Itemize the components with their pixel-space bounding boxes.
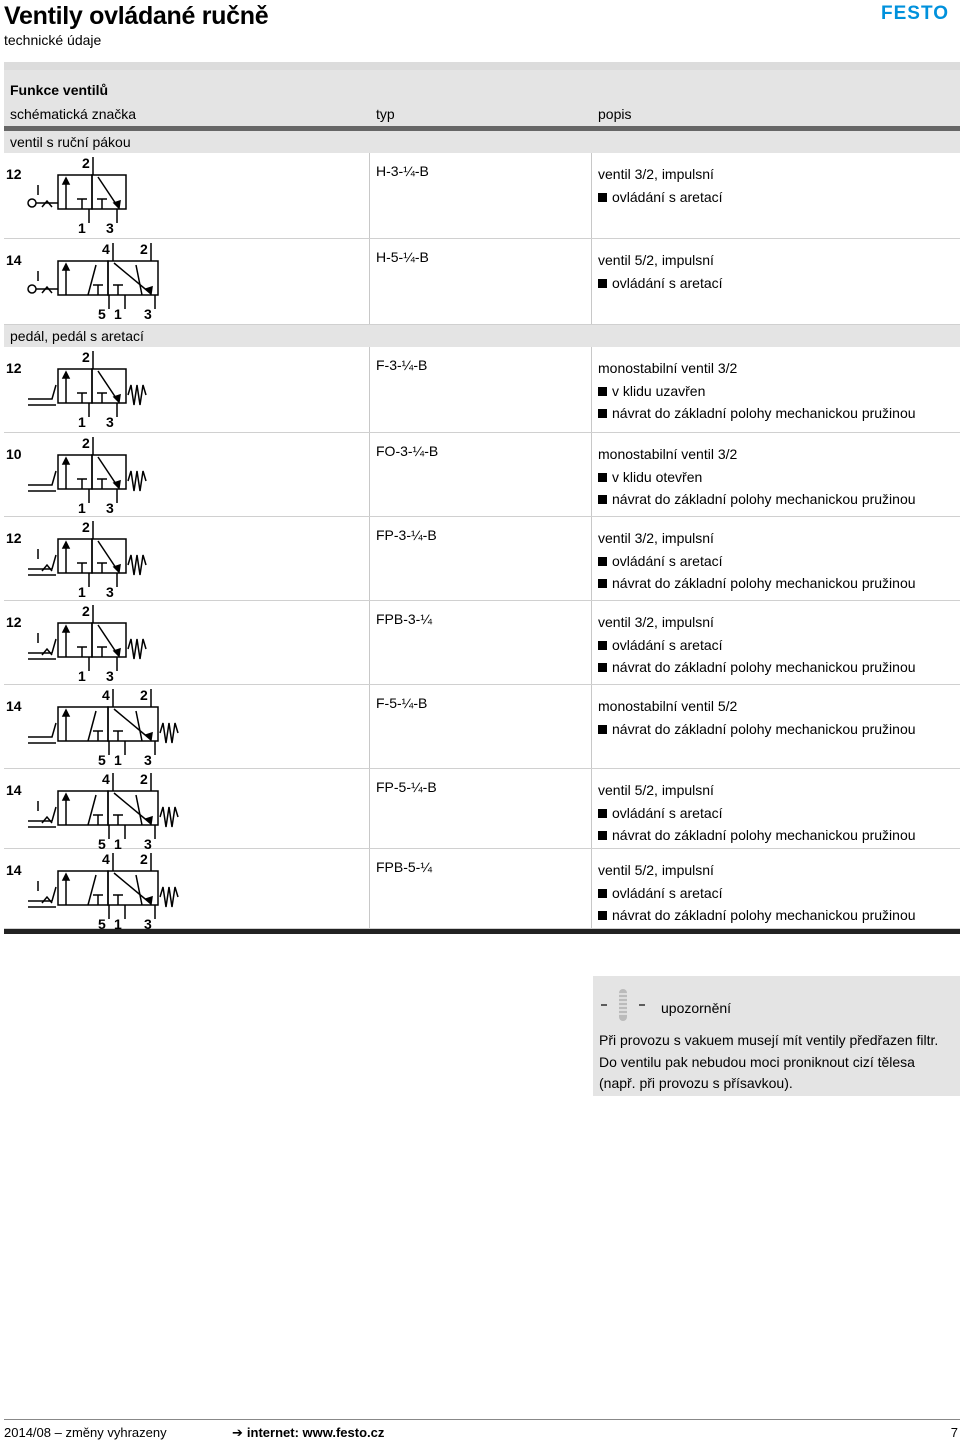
valve-description: monostabilní ventil 5/2: [598, 698, 738, 714]
port-label-bottom: 5: [98, 752, 106, 767]
symbol-cell: [4, 769, 370, 851]
port-label-top: 2: [82, 603, 90, 619]
page-title: Ventily ovládané ručně: [4, 2, 269, 30]
notice-header: [599, 988, 799, 1022]
spring-icon: [128, 555, 146, 575]
square-bullet-icon: [598, 911, 607, 920]
port-label-bottom: 5: [98, 306, 106, 321]
valve-symbol: [6, 519, 196, 599]
table-row: [4, 685, 960, 769]
spring-icon: [128, 385, 146, 405]
port-label-bottom: 3: [106, 584, 114, 599]
bullet-text: ovládání s aretací: [612, 636, 723, 653]
notice-line: Při provozu s vakuem musejí mít ventily předřazen filtr.: [599, 1032, 939, 1048]
bullet-text: ovládání s aretací: [612, 804, 723, 821]
symbol-cell: [4, 601, 370, 684]
port-label-pilot: 14: [6, 782, 22, 798]
port-label-bottom: 3: [144, 916, 152, 931]
port-label-top: 2: [82, 155, 90, 171]
valve-symbol: [6, 155, 196, 235]
desc-cell: [598, 779, 916, 847]
symbol-cell: [4, 153, 370, 238]
port-label-bottom: 1: [114, 306, 122, 321]
port-label-bottom: 1: [78, 414, 86, 429]
feature-bullet: [598, 272, 723, 295]
table-row: [4, 601, 960, 685]
type-cell: [370, 849, 592, 928]
bullet-text: v klidu uzavřen: [612, 382, 706, 399]
valve-type: H-3-¼-B: [376, 163, 429, 179]
feature-bullet: [598, 572, 916, 595]
warning-icon: [599, 988, 653, 1022]
table-body: [4, 131, 960, 929]
valve-type: F-3-¼-B: [376, 357, 428, 373]
table-column-header: [4, 102, 960, 126]
square-bullet-icon: [598, 409, 607, 418]
bullet-text: ovládání s aretací: [612, 188, 723, 205]
valve-type: FP-5-¼-B: [376, 779, 437, 795]
table-row: [4, 239, 960, 325]
valve-box: [58, 369, 92, 403]
feature-bullet: [598, 402, 916, 425]
table-row: [4, 153, 960, 239]
desc-cell: [598, 859, 916, 927]
port-label-top: 4: [102, 241, 110, 257]
square-bullet-icon: [598, 641, 607, 650]
port-label-bottom: 5: [98, 916, 106, 931]
port-label-bottom: 3: [106, 220, 114, 235]
valve-box: [92, 455, 126, 489]
type-cell: [370, 433, 592, 516]
feature-bullet: [598, 488, 916, 511]
port-label-top: 2: [82, 435, 90, 451]
bullet-text: návrat do základní polohy mechanickou pružinou: [612, 907, 916, 923]
symbol-cell: [4, 433, 370, 516]
notice-line: (např. při provozu s přísavkou).: [599, 1075, 793, 1091]
type-cell: [370, 769, 592, 848]
valve-symbol: [6, 687, 196, 767]
port-label-bottom: 1: [78, 668, 86, 683]
square-bullet-icon: [598, 279, 607, 288]
square-bullet-icon: [598, 579, 607, 588]
valve-box: [92, 539, 126, 573]
port-label-pilot: 12: [6, 530, 22, 546]
bullet-text: ovládání s aretací: [612, 552, 723, 569]
port-label-bottom: 3: [106, 668, 114, 683]
feature-bullet: [598, 550, 916, 573]
square-bullet-icon: [598, 889, 607, 898]
festo-logo: [872, 4, 958, 21]
port-label-pilot: 12: [6, 166, 22, 182]
bullet-text: návrat do základní polohy mechanickou pružinou: [612, 720, 916, 737]
desc-cell: [598, 695, 916, 740]
top-rule: [4, 62, 960, 70]
valve-description: ventil 5/2, impulsní: [598, 862, 714, 878]
desc-cell: [598, 249, 723, 294]
valve-box: [58, 175, 92, 209]
valve-box: [58, 623, 92, 657]
section-header: ventil s ruční pákou: [4, 131, 960, 153]
symbol-cell: [4, 517, 370, 600]
table-row: [4, 849, 960, 929]
feature-bullet: [598, 656, 916, 679]
bullet-text: návrat do základní polohy mechanickou pružinou: [612, 827, 916, 843]
square-bullet-icon: [598, 473, 607, 482]
port-label-pilot: 14: [6, 252, 22, 268]
spring-icon: [160, 723, 178, 743]
port-label-bottom: 1: [114, 752, 122, 767]
table-row: [4, 433, 960, 517]
port-label-bottom: 1: [114, 836, 122, 851]
valve-box: [92, 175, 126, 209]
spring-icon: [128, 471, 146, 491]
port-label-bottom: 3: [106, 414, 114, 429]
footer-rule: [4, 1419, 960, 1420]
desc-cell: [598, 357, 916, 425]
square-bullet-icon: [598, 663, 607, 672]
desc-cell: [598, 443, 916, 511]
bullet-text: návrat do základní polohy mechanickou pružinou: [612, 659, 916, 675]
feature-bullet: [598, 718, 916, 741]
square-bullet-icon: [598, 495, 607, 504]
desc-cell: [598, 163, 723, 208]
spring-icon: [128, 639, 146, 659]
col-type-header: typ: [376, 106, 395, 122]
valve-symbol: [6, 603, 196, 683]
spring-icon: [160, 807, 178, 827]
table-row: [4, 347, 960, 433]
notice-text: [599, 1030, 954, 1095]
type-cell: [370, 601, 592, 684]
desc-cell: [598, 611, 916, 679]
type-cell: [370, 153, 592, 238]
type-cell: [370, 517, 592, 600]
bullet-text: návrat do základní polohy mechanickou pružinou: [612, 405, 916, 421]
section-header: pedál, pedál s aretací: [4, 325, 960, 347]
feature-bullet: [598, 904, 916, 927]
square-bullet-icon: [598, 193, 607, 202]
port-label-top: 4: [102, 687, 110, 703]
feature-bullet: [598, 824, 916, 847]
bullet-text: návrat do základní polohy mechanickou pružinou: [612, 491, 916, 507]
valve-description: ventil 5/2, impulsní: [598, 252, 714, 268]
bullet-text: návrat do základní polohy mechanickou pružinou: [612, 575, 916, 591]
port-label-bottom: 1: [78, 500, 86, 515]
bullet-text: ovládání s aretací: [612, 274, 723, 291]
valve-symbol: [6, 771, 196, 851]
port-label-bottom: 1: [78, 584, 86, 599]
feature-bullet: [598, 634, 916, 657]
port-label-pilot: 14: [6, 862, 22, 878]
port-label-top: 2: [140, 851, 148, 867]
port-label-bottom: 3: [144, 752, 152, 767]
port-label-top: 2: [140, 241, 148, 257]
feature-bullet: [598, 380, 916, 403]
table-row: [4, 517, 960, 601]
notice-line: Do ventilu pak nebudou moci proniknout cizí tělesa: [599, 1053, 915, 1070]
col-desc-header: popis: [598, 106, 632, 122]
port-label-bottom: 1: [114, 916, 122, 931]
port-label-bottom: 1: [78, 220, 86, 235]
valve-description: ventil 5/2, impulsní: [598, 782, 714, 798]
port-label-top: 2: [82, 519, 90, 535]
desc-cell: [598, 527, 916, 595]
valve-symbol: [6, 349, 196, 429]
bullet-text: v klidu otevřen: [612, 468, 703, 485]
page-subtitle: technické údaje: [4, 32, 102, 48]
valve-box: [92, 369, 126, 403]
symbol-cell: [4, 239, 370, 324]
valve-type: FPB-5-¼: [376, 859, 433, 875]
port-label-pilot: 14: [6, 698, 22, 714]
port-label-pilot: 10: [6, 446, 22, 462]
symbol-cell: [4, 685, 370, 768]
symbol-cell: [4, 347, 370, 432]
symbol-cell: [4, 849, 370, 931]
footer-link-text[interactable]: internet: www.festo.cz: [246, 1425, 385, 1440]
port-label-pilot: 12: [6, 614, 22, 630]
col-symbol-header: schématická značka: [10, 106, 137, 122]
valve-type: FPB-3-¼: [376, 611, 433, 627]
port-label-pilot: 12: [6, 360, 22, 376]
valve-type: FO-3-¼-B: [376, 443, 439, 459]
spring-icon: [160, 887, 178, 907]
notice-label: upozornění: [661, 1000, 732, 1016]
feature-bullet: [598, 466, 916, 489]
type-cell: [370, 685, 592, 768]
type-cell: [370, 239, 592, 324]
valve-type: F-5-¼-B: [376, 695, 428, 711]
valve-description: ventil 3/2, impulsní: [598, 166, 714, 182]
valve-box: [58, 539, 92, 573]
valve-description: monostabilní ventil 3/2: [598, 360, 738, 376]
square-bullet-icon: [598, 809, 607, 818]
port-label-top: 2: [82, 349, 90, 365]
square-bullet-icon: [598, 387, 607, 396]
square-bullet-icon: [598, 831, 607, 840]
square-bullet-icon: [598, 557, 607, 566]
port-label-bottom: 3: [106, 500, 114, 515]
port-label-top: 2: [140, 771, 148, 787]
square-bullet-icon: [598, 725, 607, 734]
notice-box: [593, 976, 960, 1096]
valve-box: [92, 623, 126, 657]
port-label-top: 4: [102, 851, 110, 867]
arrow-right-icon: ➔: [232, 1425, 243, 1440]
valve-description: ventil 3/2, impulsní: [598, 614, 714, 630]
type-cell: [370, 347, 592, 432]
port-label-top: 4: [102, 771, 110, 787]
valve-symbol: [6, 241, 196, 321]
valve-symbol: [6, 435, 196, 515]
footer-date: 2014/08 – změny vyhrazeny: [4, 1425, 167, 1440]
valve-box: [58, 455, 92, 489]
feature-bullet: [598, 802, 916, 825]
page-number: 7: [950, 1425, 958, 1440]
port-label-bottom: 3: [144, 306, 152, 321]
valve-function-table: [4, 70, 960, 934]
table-row: [4, 769, 960, 849]
feature-bullet: [598, 186, 723, 209]
port-label-bottom: 3: [144, 836, 152, 851]
feature-bullet: [598, 882, 916, 905]
port-label-top: 2: [140, 687, 148, 703]
bullet-text: ovládání s aretací: [612, 884, 723, 901]
valve-description: ventil 3/2, impulsní: [598, 530, 714, 546]
valve-type: FP-3-¼-B: [376, 527, 437, 543]
valve-type: H-5-¼-B: [376, 249, 429, 265]
port-label-bottom: 5: [98, 836, 106, 851]
footer-link[interactable]: [232, 1425, 384, 1441]
valve-description: monostabilní ventil 3/2: [598, 446, 738, 462]
table-title: Funkce ventilů: [4, 70, 960, 102]
valve-symbol: [6, 851, 196, 931]
festo-logo-text: FESTO: [881, 4, 949, 21]
